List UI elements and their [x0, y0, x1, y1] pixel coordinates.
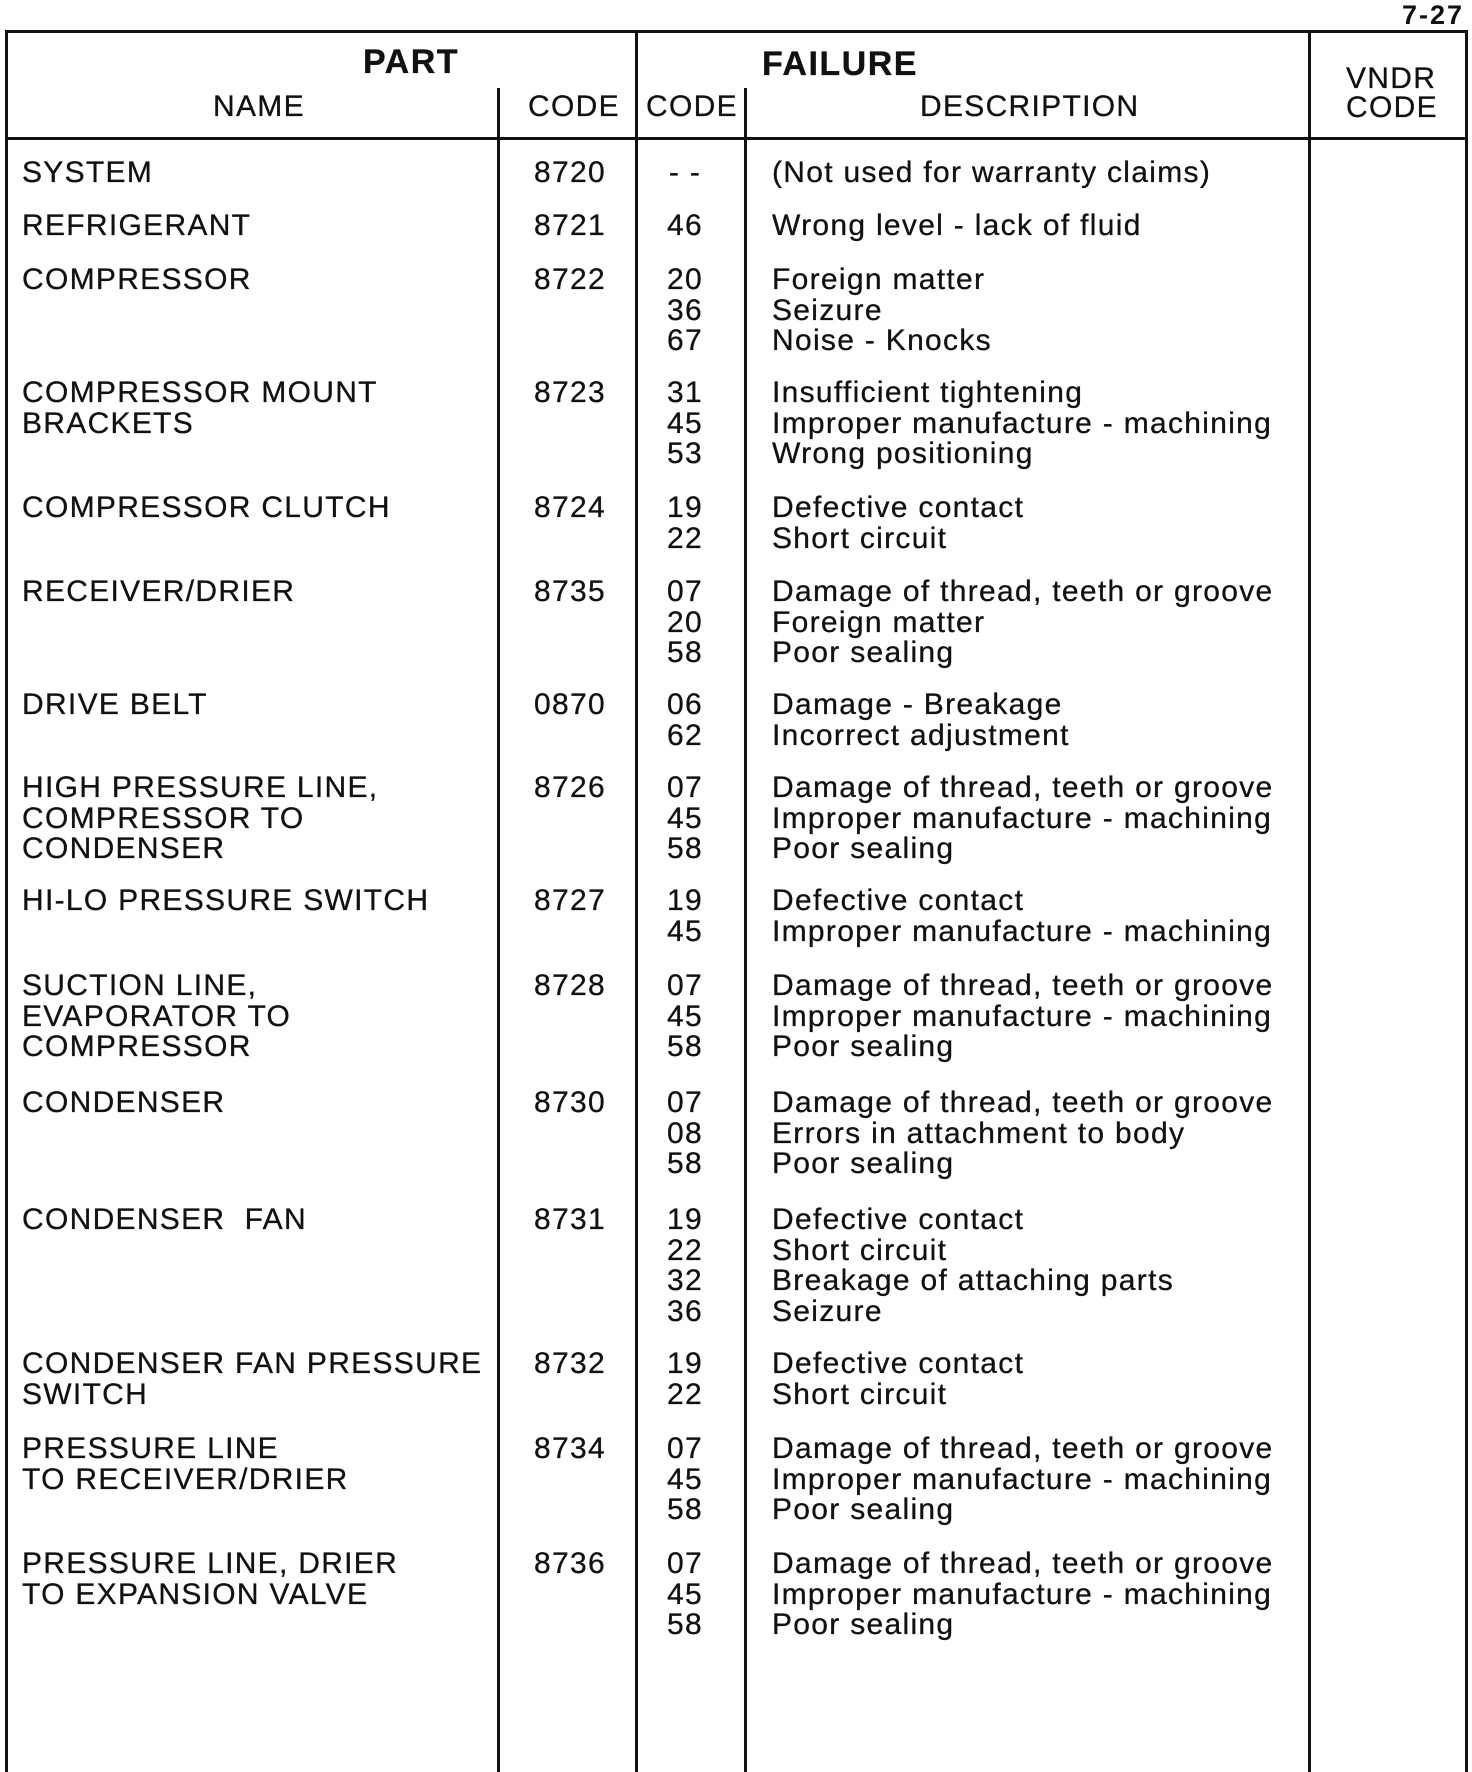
vendor-code-header-line-2: CODE: [1346, 91, 1438, 124]
failure-code: 45: [667, 1577, 703, 1611]
failure-code: 07: [667, 1547, 703, 1580]
failure-code: 08: [667, 1116, 703, 1150]
failure-code: 58: [667, 1030, 703, 1063]
failure-code-cell: [640, 1088, 730, 1180]
page-number: 7-27: [1402, 0, 1465, 30]
failure-description-cell: [772, 1349, 1024, 1410]
failure-description: Seizure: [772, 293, 883, 327]
failure-description: Poor sealing: [772, 636, 955, 669]
part-code: 8727: [534, 884, 606, 917]
failure-description: Damage of thread, teeth or groove: [772, 771, 1274, 804]
failure-code: 45: [667, 1462, 703, 1496]
failure-description-cell: [772, 1205, 1174, 1327]
part-name-line: CONDENSER: [22, 832, 226, 865]
failure-description: Poor sealing: [772, 1030, 955, 1063]
failure-code: 19: [667, 884, 703, 917]
part-name: [22, 1088, 225, 1119]
failure-description: Improper manufacture - machining: [772, 914, 1273, 948]
failure-code-cell: [640, 1349, 730, 1410]
failure-description: Wrong level - lack of fluid: [772, 209, 1142, 242]
part-code-cell: [534, 493, 606, 524]
failure-code: 22: [667, 1377, 703, 1411]
part-code-cell: [534, 158, 606, 189]
failure-code: 45: [667, 999, 703, 1033]
part-name-line: SUCTION LINE,: [22, 969, 258, 1002]
failure-code: 19: [667, 1347, 703, 1380]
failure-code-cell: [640, 577, 730, 669]
part-code: 8722: [534, 263, 606, 296]
failure-code-cell: [640, 886, 730, 947]
part-name: [22, 1349, 482, 1410]
failure-description: Defective contact: [772, 1347, 1025, 1380]
failure-code: 31: [667, 376, 703, 409]
part-code: 8730: [534, 1086, 606, 1119]
part-name: [22, 378, 378, 439]
part-name: [22, 773, 378, 865]
failure-code: 22: [667, 521, 703, 555]
failure-code-cell: [640, 158, 730, 189]
part-name: [22, 493, 391, 524]
part-name: [22, 1205, 307, 1236]
part-code-cell: [534, 577, 606, 608]
failure-description-cell: [772, 378, 1272, 470]
failure-code: 22: [667, 1233, 703, 1267]
part-code: 8726: [534, 771, 606, 804]
part-code: 0870: [534, 688, 606, 721]
part-code-cell: [534, 690, 606, 721]
failure-description: Damage of thread, teeth or groove: [772, 575, 1274, 608]
column-divider-part-failure: [635, 30, 638, 1772]
failure-description: Breakage of attaching parts: [772, 1264, 1174, 1297]
failure-description: Poor sealing: [772, 1493, 955, 1526]
part-code-cell: [534, 886, 606, 917]
failure-code-cell: [640, 690, 730, 751]
failure-description-cell: [772, 690, 1070, 751]
part-name: [22, 158, 153, 189]
failure-code: 19: [667, 491, 703, 524]
failure-code: 32: [667, 1264, 703, 1297]
part-name-line: HI-LO PRESSURE SWITCH: [22, 884, 430, 917]
failure-code: 19: [667, 1203, 703, 1236]
part-name-line: DRIVE BELT: [22, 688, 208, 721]
part-code: 8731: [534, 1203, 606, 1236]
part-name-line: SWITCH: [22, 1377, 149, 1411]
failure-code-cell: [640, 1205, 730, 1327]
failure-description: Improper manufacture - machining: [772, 1577, 1273, 1611]
part-name-line: HIGH PRESSURE LINE,: [22, 771, 379, 804]
failure-code: 07: [667, 1432, 703, 1465]
failure-description: Improper manufacture - machining: [772, 801, 1273, 835]
failure-description: Defective contact: [772, 1203, 1025, 1236]
part-code: 8732: [534, 1347, 606, 1380]
part-code-cell: [534, 265, 606, 296]
failure-description-cell: [772, 971, 1274, 1063]
failure-code: 07: [667, 1086, 703, 1119]
failure-code-cell: [640, 971, 730, 1063]
failure-code: 46: [667, 209, 703, 242]
part-code-cell: [534, 1549, 606, 1580]
failure-description: Incorrect adjustment: [772, 718, 1070, 752]
part-code-cell: [534, 1205, 606, 1236]
failure-description: Poor sealing: [772, 1608, 955, 1641]
failure-code: 36: [667, 1294, 703, 1328]
failure-description: Improper manufacture - machining: [772, 406, 1273, 440]
part-name: [22, 1549, 398, 1610]
column-divider-code-description: [744, 88, 747, 1772]
failure-code: 20: [667, 605, 703, 639]
failure-code-cell: [640, 378, 730, 470]
failure-code-cell: [640, 493, 730, 554]
failure-code: 06: [667, 688, 703, 721]
part-name-line: COMPRESSOR TO: [22, 801, 305, 835]
part-code: 8736: [534, 1547, 606, 1580]
failure-description: Defective contact: [772, 491, 1025, 524]
failure-description: Short circuit: [772, 521, 948, 555]
failure-description-cell: [772, 886, 1272, 947]
failure-description: Seizure: [772, 1294, 883, 1328]
name-column-header: NAME: [213, 90, 305, 123]
failure-description: Errors in attachment to body: [772, 1116, 1186, 1150]
failure-description-cell: [772, 211, 1142, 242]
part-code: 8735: [534, 575, 606, 608]
part-name-line: COMPRESSOR: [22, 1030, 252, 1063]
part-code: 8728: [534, 969, 606, 1002]
failure-description-cell: [772, 773, 1274, 865]
failure-description: Improper manufacture - machining: [772, 1462, 1273, 1496]
part-group-header: PART: [363, 43, 460, 81]
failure-description: Short circuit: [772, 1233, 948, 1267]
failure-description: Damage of thread, teeth or groove: [772, 969, 1274, 1002]
part-name-line: TO EXPANSION VALVE: [22, 1577, 369, 1611]
part-name-line: SYSTEM: [22, 156, 154, 189]
failure-description-cell: [772, 1088, 1274, 1180]
table-border-top: [5, 30, 1468, 33]
failure-code: 45: [667, 406, 703, 440]
failure-code: 36: [667, 293, 703, 327]
part-name-line: RECEIVER/DRIER: [22, 575, 296, 608]
part-code: 8734: [534, 1432, 606, 1465]
failure-code-cell: [640, 1549, 730, 1641]
part-name-line: EVAPORATOR TO: [22, 999, 292, 1033]
table-border-left: [5, 30, 8, 1772]
part-code-cell: [534, 211, 606, 242]
part-code-cell: [534, 1088, 606, 1119]
failure-code-cell: [640, 265, 730, 357]
part-name: [22, 211, 251, 242]
failure-code: 07: [667, 575, 703, 608]
failure-code: 67: [667, 324, 703, 357]
failure-code: 07: [667, 771, 703, 804]
part-name-line: BRACKETS: [22, 406, 195, 440]
failure-description: Damage of thread, teeth or groove: [772, 1547, 1274, 1580]
failure-description: Damage of thread, teeth or groove: [772, 1432, 1274, 1465]
part-name: [22, 265, 252, 296]
failure-code: 58: [667, 636, 703, 669]
failure-code-cell: [640, 211, 730, 242]
failure-code: 53: [667, 437, 703, 470]
part-name-line: CONDENSER FAN: [22, 1203, 307, 1236]
failure-description: Defective contact: [772, 884, 1025, 917]
failure-description-cell: [772, 1434, 1274, 1526]
part-name-line: COMPRESSOR CLUTCH: [22, 491, 391, 524]
failure-code: - -: [668, 156, 702, 189]
failure-description-cell: [772, 1549, 1274, 1641]
part-name: [22, 971, 291, 1063]
part-name: [22, 690, 208, 721]
table-border-right: [1465, 30, 1468, 1772]
failure-code: 45: [667, 914, 703, 948]
failure-code-cell: [640, 1434, 730, 1526]
failure-description: Poor sealing: [772, 1147, 955, 1180]
failure-code: 58: [667, 832, 703, 865]
failure-description: Foreign matter: [772, 605, 986, 639]
part-name-line: COMPRESSOR MOUNT: [22, 376, 378, 409]
description-column-header: DESCRIPTION: [920, 90, 1140, 123]
part-name-line: COMPRESSOR: [22, 263, 252, 296]
failure-description-cell: [772, 577, 1274, 669]
failure-code-cell: [640, 773, 730, 865]
header-bottom-rule: [5, 137, 1468, 140]
part-name-line: REFRIGERANT: [22, 209, 252, 242]
failure-code: 07: [667, 969, 703, 1002]
failure-description: Foreign matter: [772, 263, 986, 296]
failure-description: Noise - Knocks: [772, 324, 992, 357]
failure-description-cell: [772, 265, 992, 357]
failure-description: Improper manufacture - machining: [772, 999, 1273, 1033]
part-code: 8723: [534, 376, 606, 409]
part-code-cell: [534, 773, 606, 804]
failure-code: 58: [667, 1493, 703, 1526]
part-name-line: PRESSURE LINE: [22, 1432, 279, 1465]
part-code: 8720: [534, 156, 606, 189]
failure-description: (Not used for warranty claims): [772, 156, 1212, 189]
failure-description: Insufficient tightening: [772, 376, 1084, 409]
part-name: [22, 1434, 349, 1495]
failure-description: Wrong positioning: [772, 437, 1034, 470]
part-code: 8724: [534, 491, 606, 524]
failure-code-column-header: CODE: [646, 90, 738, 123]
vendor-code-header-line-1: VNDR: [1346, 62, 1437, 95]
part-code-cell: [534, 378, 606, 409]
part-name-line: TO RECEIVER/DRIER: [22, 1462, 349, 1496]
part-name-line: PRESSURE LINE, DRIER: [22, 1547, 399, 1580]
failure-code: 45: [667, 801, 703, 835]
failure-code: 20: [667, 263, 703, 296]
part-name-line: CONDENSER: [22, 1086, 226, 1119]
part-code-column-header: CODE: [528, 90, 620, 123]
part-name: [22, 886, 429, 917]
failure-code: 62: [667, 718, 703, 752]
failure-code: 58: [667, 1608, 703, 1641]
failure-description-cell: [772, 493, 1024, 554]
part-code-cell: [534, 971, 606, 1002]
part-code-cell: [534, 1434, 606, 1465]
failure-description: Poor sealing: [772, 832, 955, 865]
failure-description: Short circuit: [772, 1377, 948, 1411]
part-code: 8721: [534, 209, 606, 242]
column-divider-name-code: [497, 88, 500, 1772]
failure-description-cell: [772, 158, 1211, 189]
failure-group-header: FAILURE: [762, 45, 918, 83]
part-name-line: CONDENSER FAN PRESSURE: [22, 1347, 483, 1380]
failure-description: Damage of thread, teeth or groove: [772, 1086, 1274, 1119]
failure-description: Damage - Breakage: [772, 688, 1063, 721]
part-code-cell: [534, 1349, 606, 1380]
part-name: [22, 577, 295, 608]
column-divider-failure-vendor: [1308, 30, 1311, 1772]
failure-code: 58: [667, 1147, 703, 1180]
